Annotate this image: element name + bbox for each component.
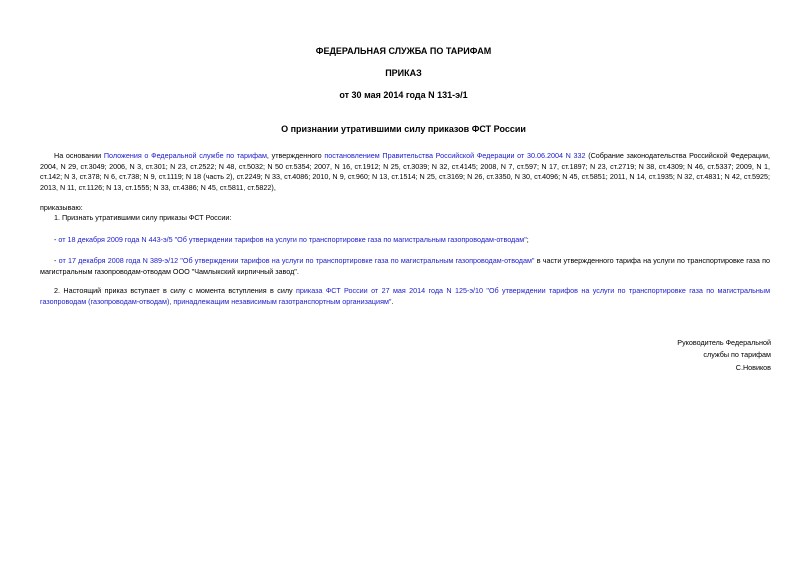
sub-item-1	[40, 235, 770, 246]
document-title: О признании утратившими силу приказов ФСТ России	[281, 124, 526, 134]
sub-item-2	[40, 256, 770, 277]
order-125-link[interactable]: приказа ФСТ России от 27 мая 2014 года N 125-э/10 "Об утверждении тарифов на услуги по транспортировке газа по магистральным газопроводам (газопроводам-отводам), принадлежащим независимым газотранспортным организациям"	[40, 286, 771, 306]
order-389-link[interactable]: от 17 декабря 2008 года N 389-э/12 "Об утверждении тарифов на услуги по транспортировке газа по магистральным газопроводам-отводам"	[58, 256, 535, 265]
preamble-text-3: (Собрание законодательства Российской Федерации, 2004, N 29, ст.3049; 2006, N 3, ст.301; N 23, ст.2522; N 48, ст.5032; N 50 ст.5354; 2007, N 16, ст.1912; N 25, ст.3039; N 32, ст.4145; 2008, N 7, ст.597; N 17, ст.1897; N 23, ст.2719; N 38, ст.4309; N 46, ст.5337; 2009, N 1, ст.142; N 3, ст.378; N 6, ст.738; N 9, ст.1119; N 18 (часть 2), ст.2249; N 33, ст.4086; 2010, N 9, ст.960; N 13, ст.1514; N 25, ст.3169; N 26, ст.3350, N 30, ст.4096; N 45, ст.5851; 2011, N 14, ст.1935; N 32, ст.4831; N 42, ст.5925; 2013, N 11, ст.1126; N 13, ст.1555; N 33, ст.4386; N 45, ст.5811, ст.5822),	[40, 151, 770, 192]
signature-block	[677, 337, 771, 374]
preamble-paragraph	[40, 151, 770, 193]
signature-name: С.Новиков	[735, 362, 771, 372]
sub-item-2-dash: -	[54, 256, 59, 265]
date-number-heading: от 30 мая 2014 года N 131-э/1	[339, 90, 468, 100]
signature-line-1: Руководитель Федеральной	[677, 338, 771, 347]
item-2	[40, 286, 770, 307]
sub-item-1-dash: -	[54, 235, 59, 244]
item-1: 1. Признать утратившими силу приказы ФСТ России:	[54, 213, 232, 222]
order-443-link[interactable]: от 18 декабря 2009 года N 443-э/5 "Об утверждении тарифов на услуги по транспортировке газа по магистральным газопроводам-отводам"	[58, 235, 527, 244]
order-word: приказываю:	[40, 203, 83, 212]
doc-type-heading: ПРИКАЗ	[385, 68, 422, 78]
sub-item-2-end: в части утвержденного тарифа на услуги по транспортировке газа по магистральным газопроводам-отводам ООО "Чамлыкский кирпичный завод".	[40, 256, 770, 276]
government-decree-link[interactable]: постановлением Правительства Российской Федерации от 30.06.2004 N 332	[324, 151, 586, 160]
sub-item-1-end: ;	[526, 235, 529, 244]
item-2-text: 2. Настоящий приказ вступает в силу с момента вступления в силу	[54, 286, 297, 295]
signature-line-2: службы по тарифам	[703, 350, 771, 360]
agency-heading: ФЕДЕРАЛЬНАЯ СЛУЖБА ПО ТАРИФАМ	[315, 46, 492, 56]
item-2-end: .	[391, 296, 394, 306]
preamble-text-2: , утвержденного	[266, 151, 325, 160]
regulation-link[interactable]: Положения о Федеральной службе по тарифам	[103, 151, 267, 160]
preamble-text-1: На основании	[54, 151, 104, 160]
